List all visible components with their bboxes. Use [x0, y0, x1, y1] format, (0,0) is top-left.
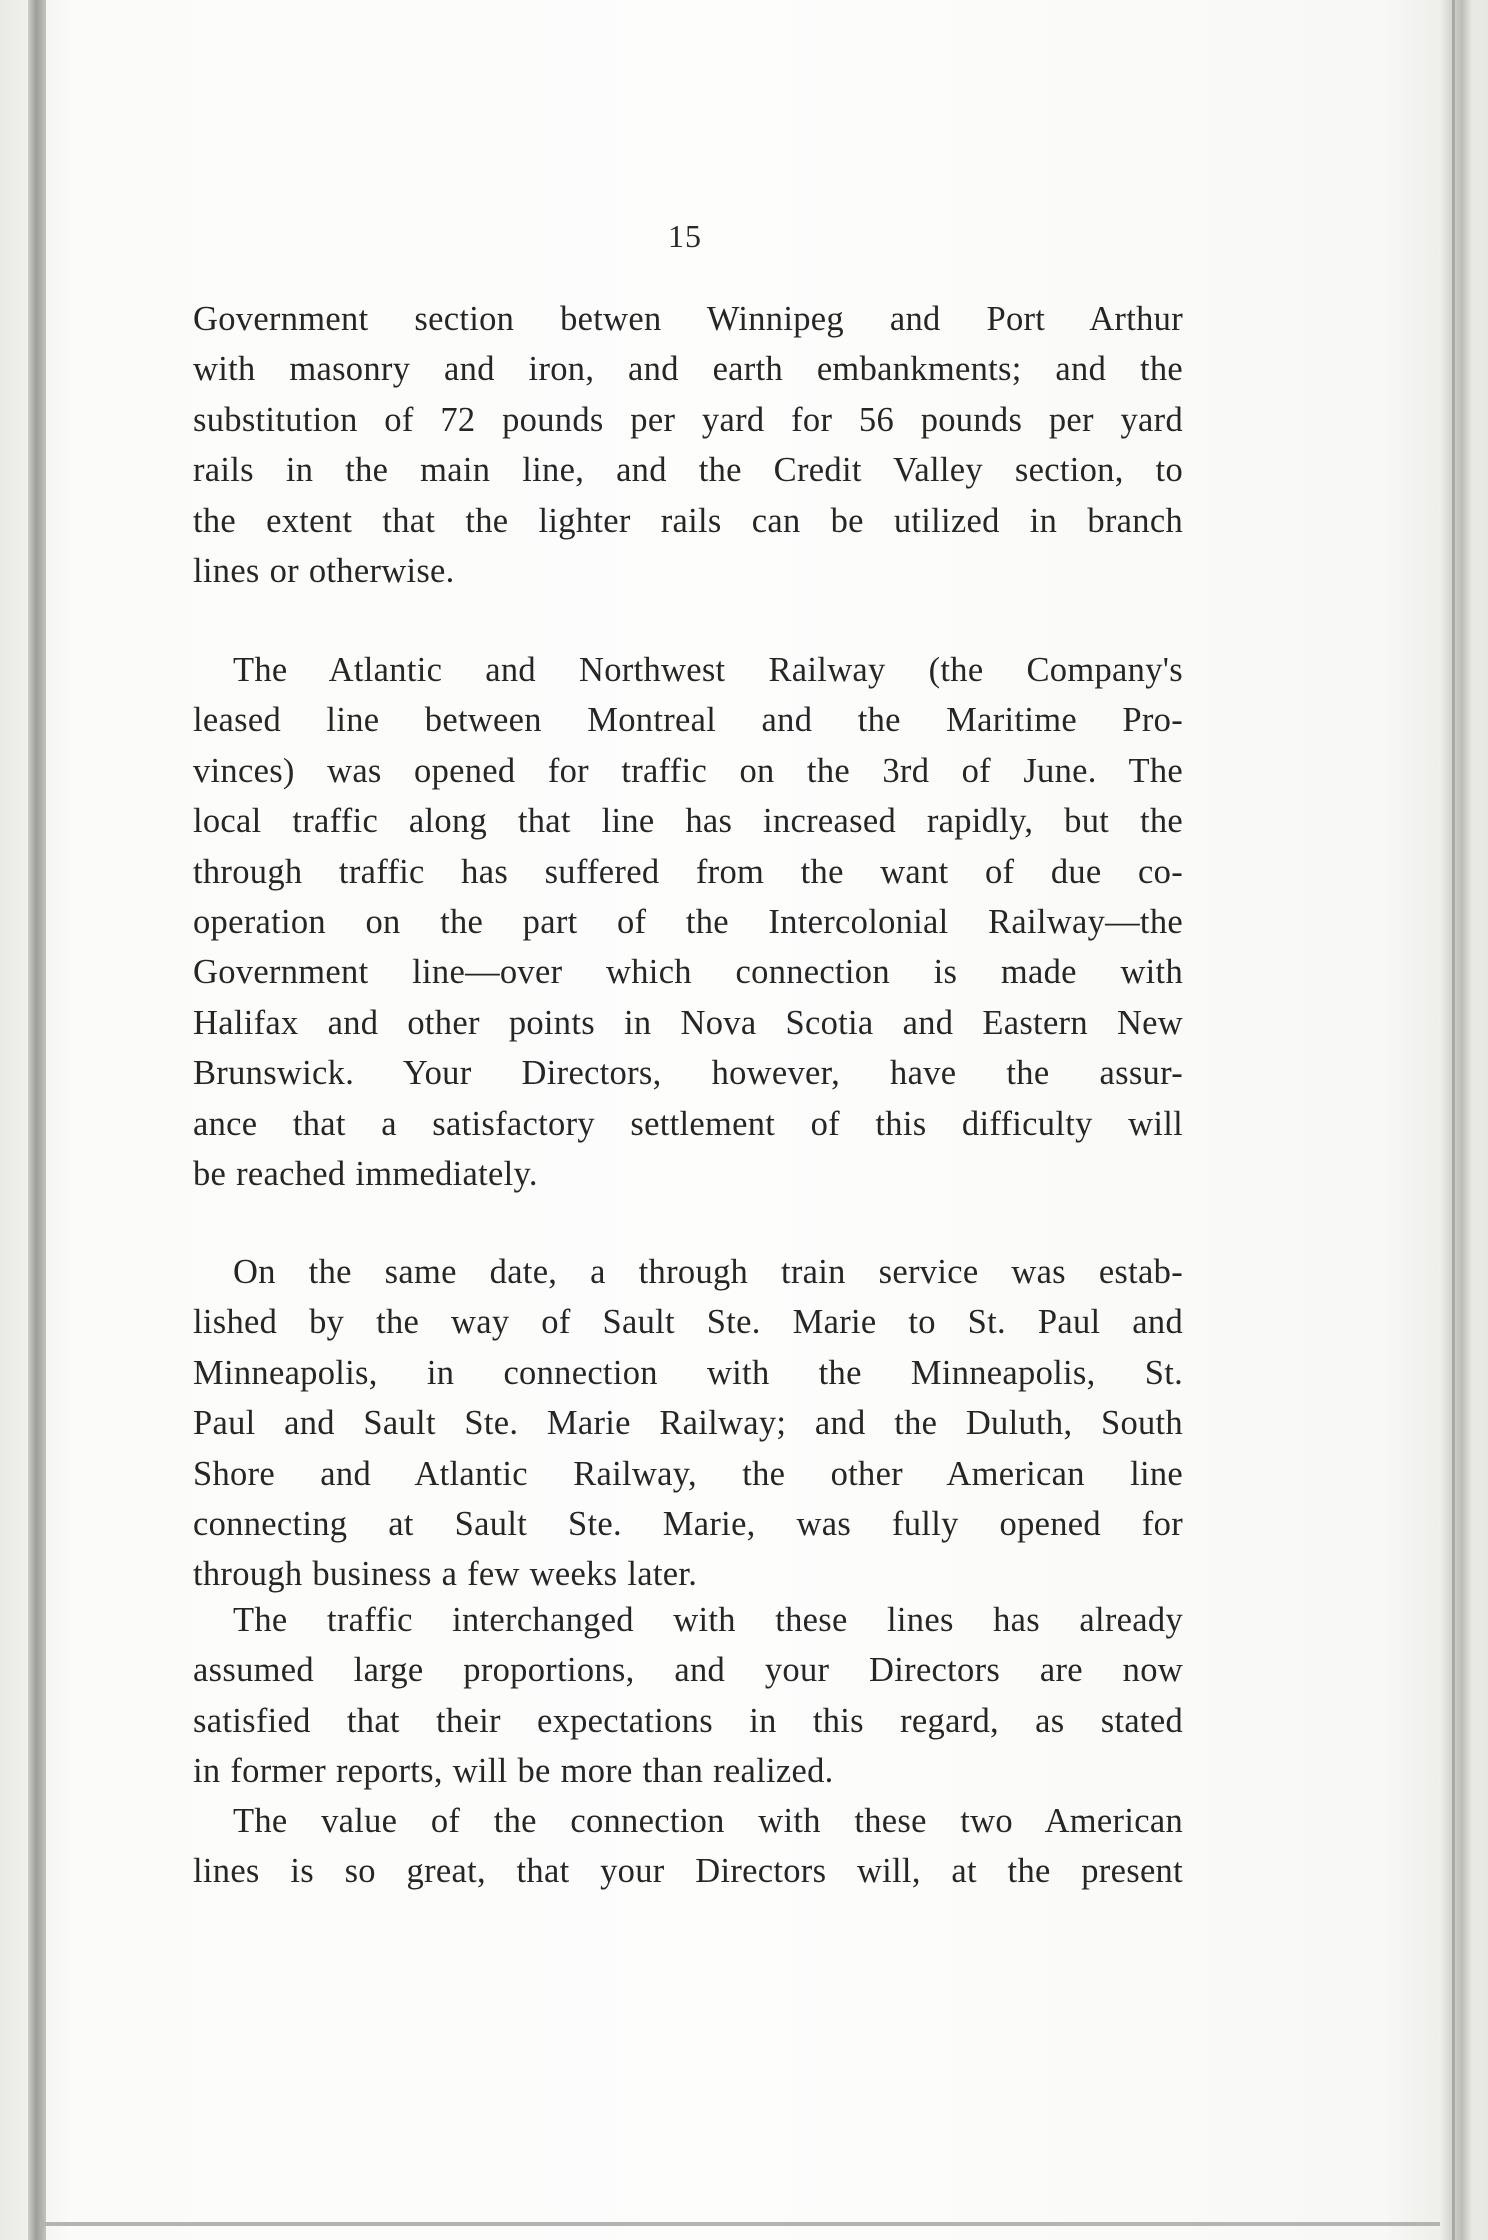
text-line: through business a few weeks later.	[193, 1555, 698, 1594]
text-line: the extent that the lighter rails can be utilized in branch	[193, 501, 1183, 540]
text-line: Shore and Atlantic Railway, the other American line	[193, 1454, 1183, 1493]
text-line: On the same date, a through train service was estab-	[233, 1253, 1183, 1291]
text-line: in former reports, will be more than realized.	[193, 1752, 834, 1791]
paragraph-2	[193, 645, 1183, 1199]
text-line: The value of the connection with these two American	[233, 1802, 1183, 1840]
text-line: The Atlantic and Northwest Railway (the Company's	[233, 651, 1183, 689]
text-line: Paul and Sault Ste. Marie Railway; and the Duluth, South	[193, 1404, 1183, 1443]
text-line: Minneapolis, in connection with the Minneapolis, St.	[193, 1353, 1183, 1392]
text-line: rails in the main line, and the Credit Valley section, to	[193, 451, 1183, 490]
text-line: satisfied that their expectations in this regard, as stated	[193, 1701, 1183, 1740]
text-line: lines or otherwise.	[193, 552, 455, 591]
paragraph-1	[193, 294, 1183, 596]
text-line: Halifax and other points in Nova Scotia and Eastern New	[193, 1003, 1183, 1042]
binding-edge	[28, 0, 46, 2240]
text-line: lished by the way of Sault Ste. Marie to St. Paul and	[193, 1303, 1183, 1342]
text-line: Brunswick. Your Directors, however, have the assur-	[193, 1054, 1183, 1093]
text-line: be reached immediately.	[193, 1155, 538, 1194]
text-line: Government line—over which connection is made with	[193, 953, 1183, 992]
text-line: assumed large proportions, and your Directors are now	[193, 1651, 1183, 1690]
page-number: 15	[668, 218, 702, 254]
page-edge-right	[1438, 0, 1472, 2240]
paragraph-3	[193, 1247, 1183, 1600]
text-line: The traffic interchanged with these lines has already	[233, 1601, 1183, 1639]
page-edge-line	[1452, 0, 1455, 2240]
page-edge-bottom	[40, 2222, 1440, 2226]
text-line: local traffic along that line has increased rapidly, but the	[193, 802, 1183, 841]
paragraph-4	[193, 1595, 1183, 1797]
text-line: with masonry and iron, and earth embankments; and the	[193, 350, 1183, 389]
text-line: vinces) was opened for traffic on the 3rd of June. The	[193, 751, 1183, 790]
text-line: Government section betwen Winnipeg and Port Arthur	[193, 300, 1183, 338]
text-line: connecting at Sault Ste. Marie, was fully opened for	[193, 1505, 1183, 1544]
text-line: operation on the part of the Intercolonial Railway—the	[193, 903, 1183, 942]
text-line: lines is so great, that your Directors will, at the present	[193, 1852, 1183, 1891]
text-line: ance that a satisfactory settlement of this difficulty will	[193, 1104, 1183, 1143]
paragraph-5	[193, 1796, 1183, 1897]
text-line: through traffic has suffered from the want of due co-	[193, 852, 1183, 891]
text-line: substitution of 72 pounds per yard for 56 pounds per yard	[193, 400, 1183, 439]
text-line: leased line between Montreal and the Maritime Pro-	[193, 701, 1183, 740]
